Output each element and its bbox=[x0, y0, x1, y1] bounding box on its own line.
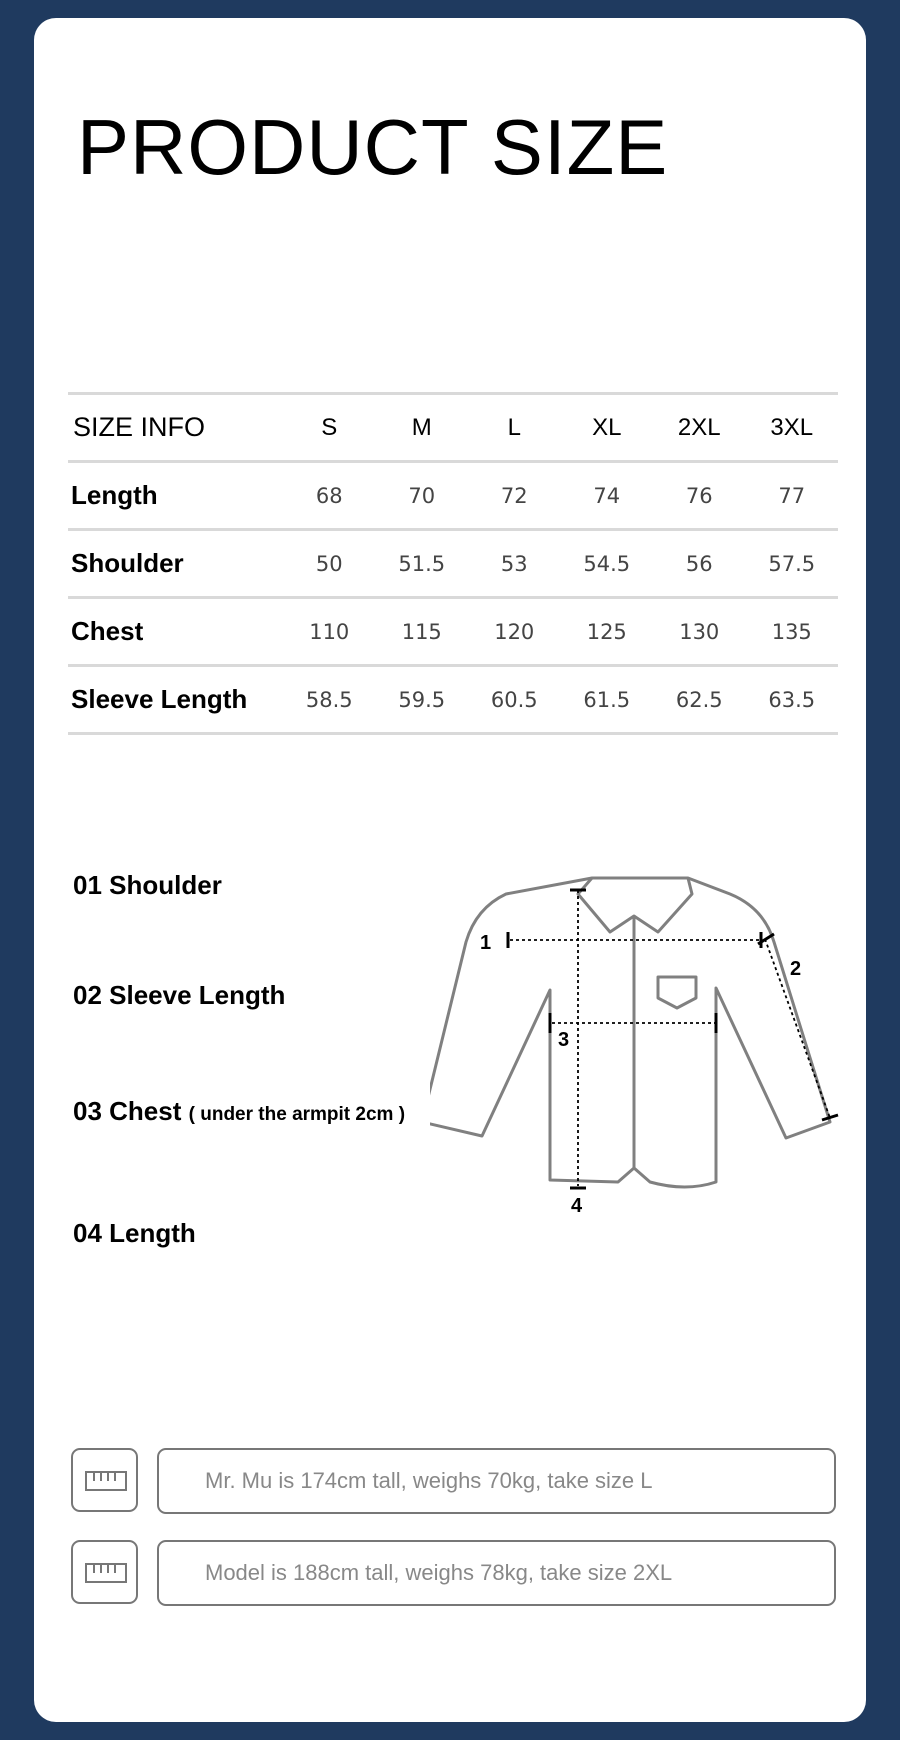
table-cell: 60.5 bbox=[468, 666, 561, 734]
table-row bbox=[68, 666, 838, 734]
row-label: Chest bbox=[68, 598, 283, 666]
measure-sleeve-text: 02 Sleeve Length bbox=[73, 980, 286, 1010]
table-row bbox=[68, 530, 838, 598]
marker-3: 3 bbox=[558, 1029, 570, 1051]
table-cell: 120 bbox=[468, 598, 561, 666]
model-note-row bbox=[71, 1540, 836, 1608]
table-header-size: 2XL bbox=[653, 394, 746, 462]
table-header-size: L bbox=[468, 394, 561, 462]
shirt-outline bbox=[430, 878, 830, 1187]
page-title: PRODUCT SIZE bbox=[77, 103, 669, 191]
measure-chest-text: 03 Chest bbox=[73, 1096, 182, 1126]
measure-length-text: 04 Length bbox=[73, 1218, 196, 1248]
ruler-icon bbox=[71, 1448, 138, 1512]
table-header-size: M bbox=[376, 394, 469, 462]
ruler-icon bbox=[71, 1540, 138, 1604]
shirt-diagram bbox=[430, 860, 860, 1220]
measure-shoulder-text: 01 Shoulder bbox=[73, 870, 222, 900]
table-cell: 59.5 bbox=[376, 666, 469, 734]
table-cell: 70 bbox=[376, 462, 469, 530]
table-cell: 63.5 bbox=[746, 666, 839, 734]
measure-chest-note: ( under the armpit 2cm ) bbox=[188, 1104, 406, 1125]
row-label: Shoulder bbox=[68, 530, 283, 598]
row-label: Sleeve Length bbox=[68, 666, 283, 734]
table-cell: 56 bbox=[653, 530, 746, 598]
table-header-row bbox=[68, 394, 838, 462]
table-cell: 110 bbox=[283, 598, 376, 666]
table-header-label: SIZE INFO bbox=[68, 394, 283, 462]
marker-2: 2 bbox=[790, 958, 802, 980]
table-cell: 74 bbox=[561, 462, 654, 530]
table-cell: 50 bbox=[283, 530, 376, 598]
size-table bbox=[68, 392, 838, 735]
table-row bbox=[68, 462, 838, 530]
ruler-icon-glyph bbox=[85, 1471, 127, 1491]
row-label: Length bbox=[68, 462, 283, 530]
table-cell: 68 bbox=[283, 462, 376, 530]
table-cell: 77 bbox=[746, 462, 839, 530]
table-cell: 58.5 bbox=[283, 666, 376, 734]
ruler-icon-glyph bbox=[85, 1563, 127, 1583]
table-cell: 57.5 bbox=[746, 530, 839, 598]
table-cell: 130 bbox=[653, 598, 746, 666]
model-note-text: Mr. Mu is 174cm tall, weighs 70kg, take size L bbox=[157, 1448, 836, 1514]
table-cell: 61.5 bbox=[561, 666, 654, 734]
measure-chest-label bbox=[73, 1096, 405, 1127]
table-cell: 62.5 bbox=[653, 666, 746, 734]
marker-1: 1 bbox=[480, 932, 492, 954]
table-header-size: S bbox=[283, 394, 376, 462]
table-cell: 72 bbox=[468, 462, 561, 530]
measure-sleeve-label bbox=[73, 980, 285, 1011]
table-header-size: 3XL bbox=[746, 394, 839, 462]
model-note-row bbox=[71, 1448, 836, 1516]
model-note-text: Model is 188cm tall, weighs 78kg, take size 2XL bbox=[157, 1540, 836, 1606]
measure-shoulder-label bbox=[73, 870, 222, 901]
table-row bbox=[68, 598, 838, 666]
table-cell: 51.5 bbox=[376, 530, 469, 598]
table-cell: 125 bbox=[561, 598, 654, 666]
table-cell: 53 bbox=[468, 530, 561, 598]
table-cell: 54.5 bbox=[561, 530, 654, 598]
table-cell: 115 bbox=[376, 598, 469, 666]
table-cell: 76 bbox=[653, 462, 746, 530]
measure-length-label bbox=[73, 1218, 196, 1249]
marker-4: 4 bbox=[571, 1195, 583, 1217]
table-cell: 135 bbox=[746, 598, 839, 666]
table-header-size: XL bbox=[561, 394, 654, 462]
